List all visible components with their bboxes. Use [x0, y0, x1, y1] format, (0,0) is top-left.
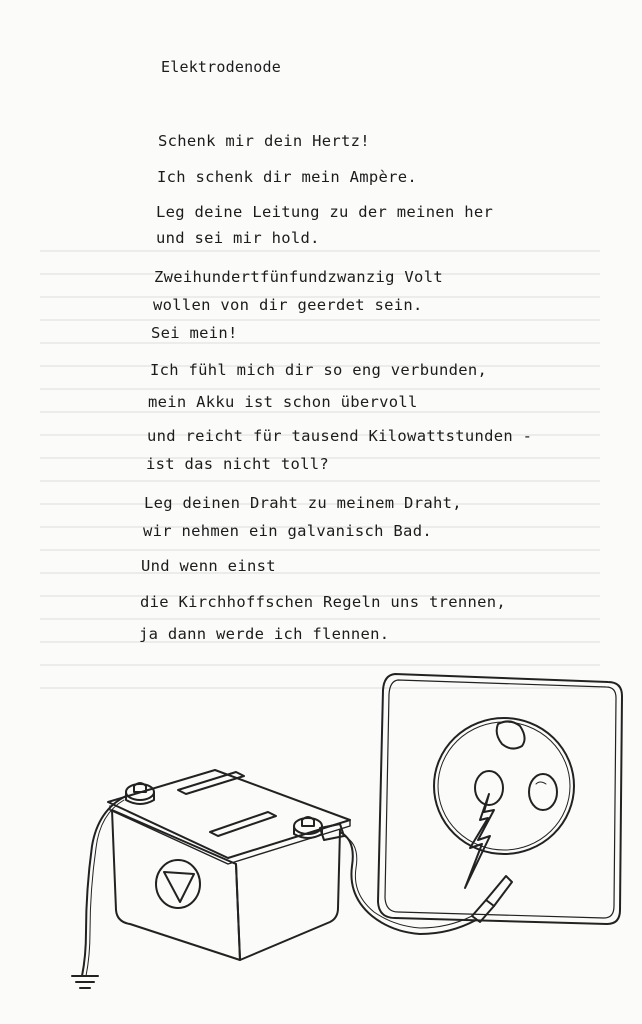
ground-icon — [72, 976, 98, 988]
battery-socket-drawing — [0, 660, 642, 1024]
poem-line: und reicht für tausend Kilowattstunden - — [147, 427, 533, 445]
poem-line: ja dann werde ich flennen. — [139, 625, 390, 643]
socket-hole-right — [529, 774, 557, 810]
poem-line: Ich schenk dir mein Ampère. — [157, 168, 418, 186]
socket-recess — [434, 718, 574, 854]
poem-line: Leg deine Leitung zu der meinen her — [156, 203, 494, 221]
poem-line: Sei mein! — [151, 324, 238, 342]
poem-line: ist das nicht toll? — [146, 455, 330, 473]
poem-line: mein Akku ist schon übervoll — [148, 393, 418, 411]
earth-clip-top — [497, 721, 525, 748]
socket-hole-left — [475, 771, 503, 805]
car-battery — [108, 770, 350, 960]
poem-line: Leg deinen Draht zu meinem Draht, — [144, 494, 462, 512]
cable-left — [82, 796, 126, 976]
poem-line: Ich fühl mich dir so eng verbunden, — [150, 361, 488, 379]
poem-line: Und wenn einst — [141, 557, 276, 575]
poem-title: Elektrodenode — [161, 58, 281, 76]
battery-logo — [156, 860, 200, 908]
poem-line: wir nehmen ein galvanisch Bad. — [143, 522, 432, 540]
poem-line: Schenk mir dein Hertz! — [158, 132, 370, 150]
poem-line: und sei mir hold. — [156, 229, 320, 247]
poem-line: wollen von dir geerdet sein. — [153, 296, 423, 314]
poem-line: die Kirchhoffschen Regeln uns trennen, — [140, 593, 507, 611]
wall-socket — [378, 674, 622, 924]
poem-line: Zweihundertfünfundzwanzig Volt — [154, 268, 443, 286]
